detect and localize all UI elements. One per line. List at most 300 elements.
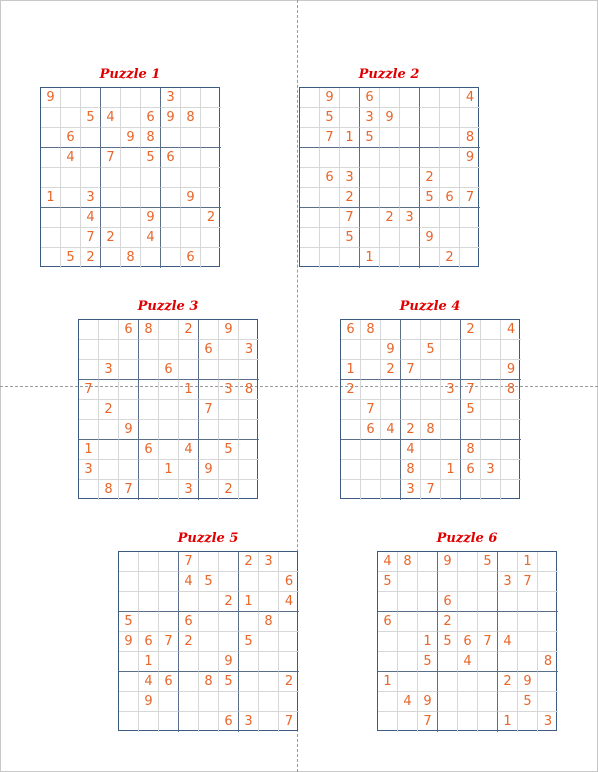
sudoku-cell: 3 <box>99 360 119 380</box>
sudoku-cell: 6 <box>161 148 181 168</box>
sudoku-cell <box>259 572 279 592</box>
sudoku-cell <box>458 552 478 572</box>
sudoku-cell <box>458 612 478 632</box>
sudoku-cell <box>179 360 199 380</box>
sudoku-cell <box>141 88 161 108</box>
sudoku-cell <box>461 340 481 360</box>
sudoku-cell <box>341 480 361 500</box>
sudoku-cell: 3 <box>340 168 360 188</box>
sudoku-cell <box>380 248 400 268</box>
sudoku-cell <box>119 552 139 572</box>
sudoku-cell <box>61 208 81 228</box>
sudoku-cell <box>219 360 239 380</box>
sudoku-cell <box>398 712 418 732</box>
sudoku-cell <box>460 228 480 248</box>
sudoku-cell <box>139 712 159 732</box>
sudoku-cell <box>99 320 119 340</box>
sudoku-cell <box>139 400 159 420</box>
sudoku-cell: 3 <box>400 208 420 228</box>
sudoku-cell <box>159 340 179 360</box>
sudoku-cell <box>161 228 181 248</box>
sudoku-cell <box>179 340 199 360</box>
sudoku-cell <box>159 420 179 440</box>
sudoku-cell <box>179 420 199 440</box>
sudoku-cell <box>141 188 161 208</box>
sudoku-cell <box>498 692 518 712</box>
sudoku-grid <box>118 551 298 731</box>
sudoku-cell <box>119 460 139 480</box>
sudoku-cell: 9 <box>161 108 181 128</box>
sudoku-cell <box>340 248 360 268</box>
sudoku-cell: 8 <box>239 380 259 400</box>
sudoku-cell <box>478 612 498 632</box>
sudoku-cell <box>400 168 420 188</box>
sudoku-cell: 6 <box>440 188 460 208</box>
sudoku-cell <box>181 208 201 228</box>
sudoku-cell <box>400 188 420 208</box>
sudoku-cell <box>239 572 259 592</box>
sudoku-cell: 6 <box>119 320 139 340</box>
sudoku-cell <box>219 420 239 440</box>
sudoku-cell <box>320 188 340 208</box>
sudoku-cell <box>381 400 401 420</box>
sudoku-cell: 2 <box>279 672 299 692</box>
sudoku-cell: 4 <box>501 320 521 340</box>
sudoku-cell <box>239 460 259 480</box>
sudoku-cell <box>101 188 121 208</box>
sudoku-cell <box>259 692 279 712</box>
sudoku-cell: 9 <box>501 360 521 380</box>
sudoku-cell: 1 <box>518 552 538 572</box>
sudoku-cell <box>79 320 99 340</box>
sudoku-cell <box>61 168 81 188</box>
sudoku-cell <box>139 340 159 360</box>
sudoku-cell <box>458 692 478 712</box>
sudoku-cell: 8 <box>181 108 201 128</box>
sudoku-cell: 7 <box>159 632 179 652</box>
sudoku-cell: 3 <box>161 88 181 108</box>
sudoku-cell: 2 <box>201 208 221 228</box>
sudoku-cell: 3 <box>481 460 501 480</box>
sudoku-cell: 1 <box>498 712 518 732</box>
sudoku-cell <box>418 672 438 692</box>
sudoku-cell <box>219 400 239 420</box>
sudoku-cell <box>179 672 199 692</box>
sudoku-cell <box>538 612 558 632</box>
sudoku-cell <box>360 208 380 228</box>
sudoku-cell <box>300 128 320 148</box>
sudoku-cell: 3 <box>498 572 518 592</box>
sudoku-cell <box>61 108 81 128</box>
sudoku-cell: 1 <box>441 460 461 480</box>
sudoku-cell <box>79 480 99 500</box>
sudoku-cell <box>79 400 99 420</box>
sudoku-cell <box>219 692 239 712</box>
sudoku-cell: 2 <box>461 320 481 340</box>
sudoku-cell <box>421 460 441 480</box>
sudoku-cell: 3 <box>259 552 279 572</box>
sudoku-cell <box>361 440 381 460</box>
sudoku-cell <box>99 420 119 440</box>
sudoku-cell <box>81 168 101 188</box>
sudoku-cell: 8 <box>421 420 441 440</box>
sudoku-cell: 9 <box>119 632 139 652</box>
sudoku-cell <box>121 228 141 248</box>
sudoku-cell <box>380 148 400 168</box>
sudoku-cell <box>400 108 420 128</box>
sudoku-cell: 9 <box>219 320 239 340</box>
sudoku-cell: 9 <box>199 460 219 480</box>
sudoku-cell <box>481 480 501 500</box>
sudoku-cell: 2 <box>101 228 121 248</box>
sudoku-cell: 9 <box>41 88 61 108</box>
sudoku-cell <box>401 380 421 400</box>
sudoku-cell <box>219 572 239 592</box>
sudoku-cell <box>141 168 161 188</box>
sudoku-cell <box>41 128 61 148</box>
sudoku-cell <box>119 360 139 380</box>
sudoku-cell: 7 <box>461 380 481 400</box>
sudoku-cell <box>518 612 538 632</box>
sudoku-cell <box>201 88 221 108</box>
sudoku-cell: 2 <box>440 248 460 268</box>
sudoku-cell <box>201 108 221 128</box>
sudoku-cell <box>418 572 438 592</box>
sudoku-cell: 9 <box>320 88 340 108</box>
sudoku-cell <box>159 380 179 400</box>
sudoku-cell <box>420 248 440 268</box>
sudoku-cell: 4 <box>381 420 401 440</box>
sudoku-cell <box>159 400 179 420</box>
sudoku-cell: 5 <box>518 692 538 712</box>
sudoku-cell: 4 <box>398 692 418 712</box>
sudoku-cell <box>440 88 460 108</box>
sudoku-cell: 6 <box>341 320 361 340</box>
sudoku-cell: 2 <box>420 168 440 188</box>
sudoku-cell <box>478 712 498 732</box>
sudoku-cell <box>320 208 340 228</box>
sudoku-cell: 7 <box>361 400 381 420</box>
sudoku-cell <box>398 632 418 652</box>
sudoku-cell <box>341 460 361 480</box>
sudoku-cell <box>199 592 219 612</box>
sudoku-cell: 8 <box>139 320 159 340</box>
sudoku-cell <box>460 208 480 228</box>
sudoku-cell <box>239 400 259 420</box>
sudoku-cell <box>381 380 401 400</box>
sudoku-cell <box>501 420 521 440</box>
sudoku-cell: 9 <box>518 672 538 692</box>
sudoku-cell <box>478 572 498 592</box>
sudoku-cell: 2 <box>81 248 101 268</box>
sudoku-cell <box>460 108 480 128</box>
sudoku-cell <box>81 88 101 108</box>
sudoku-cell <box>101 128 121 148</box>
sudoku-cell <box>381 440 401 460</box>
sudoku-cell <box>199 712 219 732</box>
sudoku-cell: 1 <box>139 652 159 672</box>
sudoku-cell <box>199 632 219 652</box>
sudoku-cell: 9 <box>381 340 401 360</box>
puzzle-title: Puzzle 4 <box>399 299 461 314</box>
sudoku-cell <box>159 440 179 460</box>
sudoku-cell: 2 <box>401 420 421 440</box>
sudoku-cell <box>538 692 558 712</box>
sudoku-cell <box>380 228 400 248</box>
sudoku-cell: 5 <box>360 128 380 148</box>
sudoku-cell: 7 <box>284 714 294 729</box>
sudoku-cell: 3 <box>179 480 199 500</box>
sudoku-cell: 7 <box>340 208 360 228</box>
puzzle-6 <box>377 531 557 731</box>
sudoku-cell <box>461 360 481 380</box>
sudoku-cell <box>538 552 558 572</box>
sudoku-cell: 9 <box>119 420 139 440</box>
sudoku-cell <box>400 148 420 168</box>
sudoku-cell: 4 <box>279 592 299 612</box>
sudoku-cell <box>361 380 381 400</box>
sudoku-cell: 7 <box>421 480 441 500</box>
sudoku-cell <box>421 400 441 420</box>
sudoku-cell <box>380 128 400 148</box>
sudoku-cell <box>121 188 141 208</box>
sudoku-cell <box>340 108 360 128</box>
sudoku-cell <box>199 320 219 340</box>
sudoku-cell: 9 <box>139 692 159 712</box>
sudoku-cell <box>421 320 441 340</box>
sudoku-cell <box>460 248 480 268</box>
sudoku-cell: 6 <box>199 340 219 360</box>
sudoku-cell <box>119 440 139 460</box>
sudoku-cell <box>239 440 259 460</box>
sudoku-grid <box>40 87 220 267</box>
sudoku-cell: 5 <box>219 672 239 692</box>
sudoku-cell <box>259 672 279 692</box>
sudoku-cell: 3 <box>239 712 259 732</box>
sudoku-cell <box>239 480 259 500</box>
sudoku-cell <box>441 340 461 360</box>
sudoku-cell: 5 <box>219 440 239 460</box>
sudoku-cell <box>320 148 340 168</box>
sudoku-cell: 1 <box>159 460 179 480</box>
sudoku-cell <box>381 480 401 500</box>
sudoku-cell <box>201 248 221 268</box>
sudoku-cell <box>398 672 418 692</box>
sudoku-cell <box>159 320 179 340</box>
sudoku-cell <box>259 632 279 652</box>
sudoku-cell <box>179 460 199 480</box>
sudoku-cell: 6 <box>219 712 239 732</box>
sudoku-cell <box>360 228 380 248</box>
puzzle-3 <box>78 299 258 499</box>
sudoku-cell: 6 <box>360 88 380 108</box>
sudoku-cell <box>159 652 179 672</box>
sudoku-cell <box>498 612 518 632</box>
sudoku-cell: 8 <box>398 552 418 572</box>
sudoku-grid <box>299 87 479 267</box>
sudoku-cell <box>438 692 458 712</box>
sudoku-cell <box>300 88 320 108</box>
sudoku-cell: 1 <box>239 592 259 612</box>
sudoku-cell: 6 <box>139 440 159 460</box>
puzzle-title: Puzzle 1 <box>99 67 161 82</box>
sudoku-cell: 8 <box>460 128 480 148</box>
sudoku-cell <box>79 360 99 380</box>
sudoku-cell: 6 <box>181 248 201 268</box>
sudoku-cell <box>501 340 521 360</box>
sudoku-cell <box>300 148 320 168</box>
sudoku-cell <box>121 108 141 128</box>
sudoku-cell <box>159 552 179 572</box>
sudoku-cell <box>199 612 219 632</box>
sudoku-cell: 4 <box>101 108 121 128</box>
sudoku-cell: 4 <box>139 672 159 692</box>
sudoku-cell <box>259 712 279 732</box>
sudoku-cell <box>181 168 201 188</box>
sudoku-cell: 9 <box>418 692 438 712</box>
sudoku-cell <box>300 208 320 228</box>
sudoku-cell <box>538 672 558 692</box>
sudoku-cell <box>458 672 478 692</box>
sudoku-cell <box>478 692 498 712</box>
sudoku-cell <box>481 380 501 400</box>
sudoku-cell: 7 <box>199 400 219 420</box>
sudoku-cell <box>440 108 460 128</box>
sudoku-cell: 3 <box>401 480 421 500</box>
sudoku-cell: 6 <box>141 108 161 128</box>
sudoku-cell <box>101 168 121 188</box>
sudoku-cell: 3 <box>360 108 380 128</box>
sudoku-cell <box>139 380 159 400</box>
sudoku-cell <box>320 228 340 248</box>
sudoku-cell <box>139 572 159 592</box>
sudoku-cell <box>119 592 139 612</box>
sudoku-cell <box>161 248 181 268</box>
sudoku-cell <box>398 612 418 632</box>
sudoku-cell <box>420 208 440 228</box>
sudoku-cell: 7 <box>179 552 199 572</box>
sudoku-cell <box>159 712 179 732</box>
sudoku-cell <box>498 652 518 672</box>
sudoku-cell <box>341 400 361 420</box>
sudoku-cell <box>498 552 518 572</box>
sudoku-cell: 8 <box>199 672 219 692</box>
sudoku-cell <box>181 148 201 168</box>
sudoku-cell: 6 <box>461 460 481 480</box>
sudoku-cell <box>199 420 219 440</box>
sudoku-cell <box>478 672 498 692</box>
sudoku-cell <box>461 420 481 440</box>
sudoku-cell <box>179 652 199 672</box>
sudoku-cell: 5 <box>461 400 481 420</box>
sudoku-cell: 6 <box>159 672 179 692</box>
sudoku-cell <box>300 248 320 268</box>
sudoku-cell <box>199 692 219 712</box>
sudoku-cell <box>199 360 219 380</box>
puzzle-1 <box>40 67 220 267</box>
puzzle-title: Puzzle 2 <box>358 67 420 82</box>
sudoku-cell <box>239 652 259 672</box>
sudoku-cell <box>458 712 478 732</box>
sudoku-cell <box>340 148 360 168</box>
sudoku-cell <box>380 188 400 208</box>
sudoku-cell <box>61 188 81 208</box>
sudoku-cell: 8 <box>259 612 279 632</box>
sudoku-cell <box>341 340 361 360</box>
sudoku-grid <box>78 319 258 499</box>
sudoku-cell: 4 <box>61 148 81 168</box>
sudoku-cell: 2 <box>219 480 239 500</box>
sudoku-cell <box>219 340 239 360</box>
sudoku-cell <box>418 552 438 572</box>
sudoku-cell: 4 <box>498 632 518 652</box>
puzzle-2 <box>299 67 479 267</box>
sudoku-cell <box>398 592 418 612</box>
sudoku-cell <box>61 228 81 248</box>
sudoku-cell <box>538 592 558 612</box>
sudoku-cell <box>119 572 139 592</box>
sudoku-cell <box>441 400 461 420</box>
sudoku-cell <box>438 652 458 672</box>
sudoku-cell <box>481 340 501 360</box>
sudoku-cell <box>81 128 101 148</box>
sudoku-cell <box>481 360 501 380</box>
sudoku-cell: 8 <box>461 440 481 460</box>
sudoku-cell: 7 <box>81 228 101 248</box>
sudoku-cell: 2 <box>340 188 360 208</box>
sudoku-cell <box>501 480 521 500</box>
sudoku-cell: 7 <box>79 380 99 400</box>
sudoku-cell <box>161 208 181 228</box>
sudoku-cell <box>159 612 179 632</box>
sudoku-cell <box>99 380 119 400</box>
sudoku-cell <box>401 400 421 420</box>
sudoku-cell <box>361 340 381 360</box>
sudoku-cell <box>41 248 61 268</box>
sudoku-cell <box>239 420 259 440</box>
sudoku-cell: 7 <box>460 188 480 208</box>
sudoku-grid <box>377 551 557 731</box>
sudoku-cell: 7 <box>478 632 498 652</box>
sudoku-cell: 2 <box>179 632 199 652</box>
sudoku-cell <box>440 168 460 188</box>
sudoku-cell: 9 <box>380 108 400 128</box>
sudoku-cell: 8 <box>361 320 381 340</box>
sudoku-cell: 5 <box>61 248 81 268</box>
sudoku-cell <box>79 420 99 440</box>
sudoku-cell <box>501 440 521 460</box>
sudoku-cell: 5 <box>119 612 139 632</box>
sudoku-cell <box>199 652 219 672</box>
sudoku-cell: 9 <box>121 128 141 148</box>
sudoku-cell <box>121 168 141 188</box>
puzzle-title: Puzzle 6 <box>436 531 498 546</box>
sudoku-cell: 2 <box>239 552 259 572</box>
sudoku-cell <box>259 652 279 672</box>
sudoku-cell <box>139 460 159 480</box>
sudoku-cell <box>441 440 461 460</box>
sudoku-cell <box>201 228 221 248</box>
sudoku-cell: 7 <box>518 572 538 592</box>
sudoku-cell <box>139 360 159 380</box>
sudoku-cell <box>538 632 558 652</box>
sudoku-cell <box>41 228 61 248</box>
sudoku-cell: 9 <box>181 188 201 208</box>
sudoku-cell <box>99 460 119 480</box>
sudoku-cell <box>181 228 201 248</box>
sudoku-cell: 7 <box>101 148 121 168</box>
sudoku-cell <box>401 340 421 360</box>
